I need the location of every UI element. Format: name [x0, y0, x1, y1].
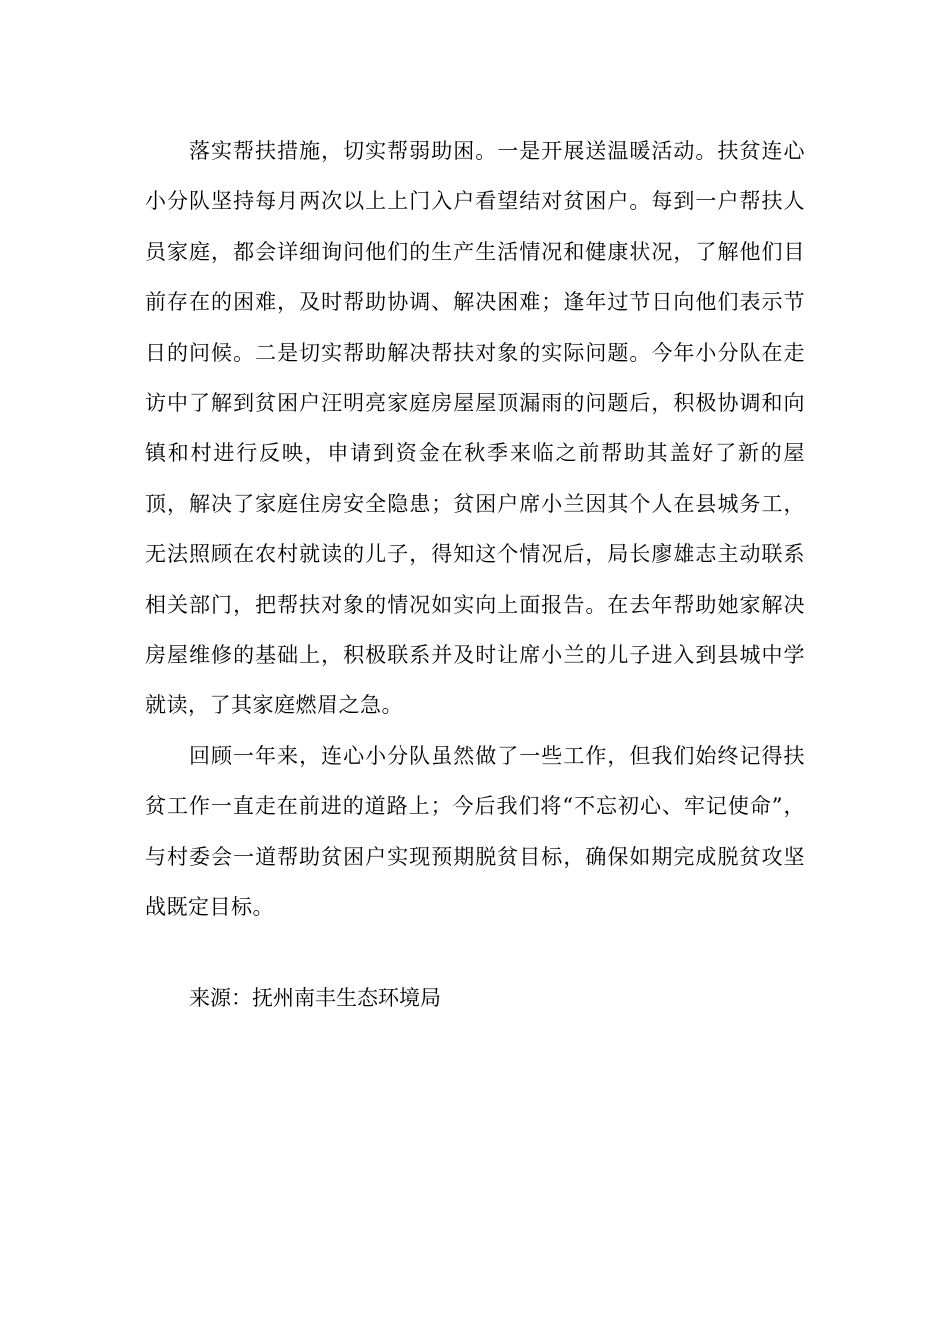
source-attribution: 来源：抚州南丰生态环境局 [189, 986, 441, 1010]
document-body [145, 126, 805, 933]
paragraph-year-review: 回顾一年来，连心小分队虽然做了一些工作，但我们始终记得扶贫工作一直走在前进的道路上；今后我们将“不忘初心、牢记使命”，与村委会一道帮助贫困户实现预期脱贫目标，确保如期完成脱贫攻坚战既定目标。 [145, 743, 805, 920]
paragraph-poverty-relief-measures: 落实帮扶措施，切实帮弱助困。一是开展送温暖活动。扶贫连心小分队坚持每月两次以上上门入户看望结对贫困户。每到一户帮扶人员家庭，都会详细询问他们的生产生活情况和健康状况，了解他们目前存在的困难，及时帮助协调、解决困难；逢年过节日向他们表示节日的问候。二是切实帮助解决帮扶对象的实际问题。今年小分队在走访中了解到贫困户汪明亮家庭房屋屋顶漏雨的问题后，积极协调和向镇和村进行反映，申请到资金在秋季来临之前帮助其盖好了新的屋顶，解决了家庭住房安全隐患；贫困户席小兰因其个人在县城务工，无法照顾在农村就读的儿子，得知这个情况后，局长廖雄志主动联系相关部门，把帮扶对象的情况如实向上面报告。在去年帮助她家解决房屋维修的基础上，积极联系并及时让席小兰的儿子进入到县城中学就读，了其家庭燃眉之急。 [145, 139, 805, 718]
